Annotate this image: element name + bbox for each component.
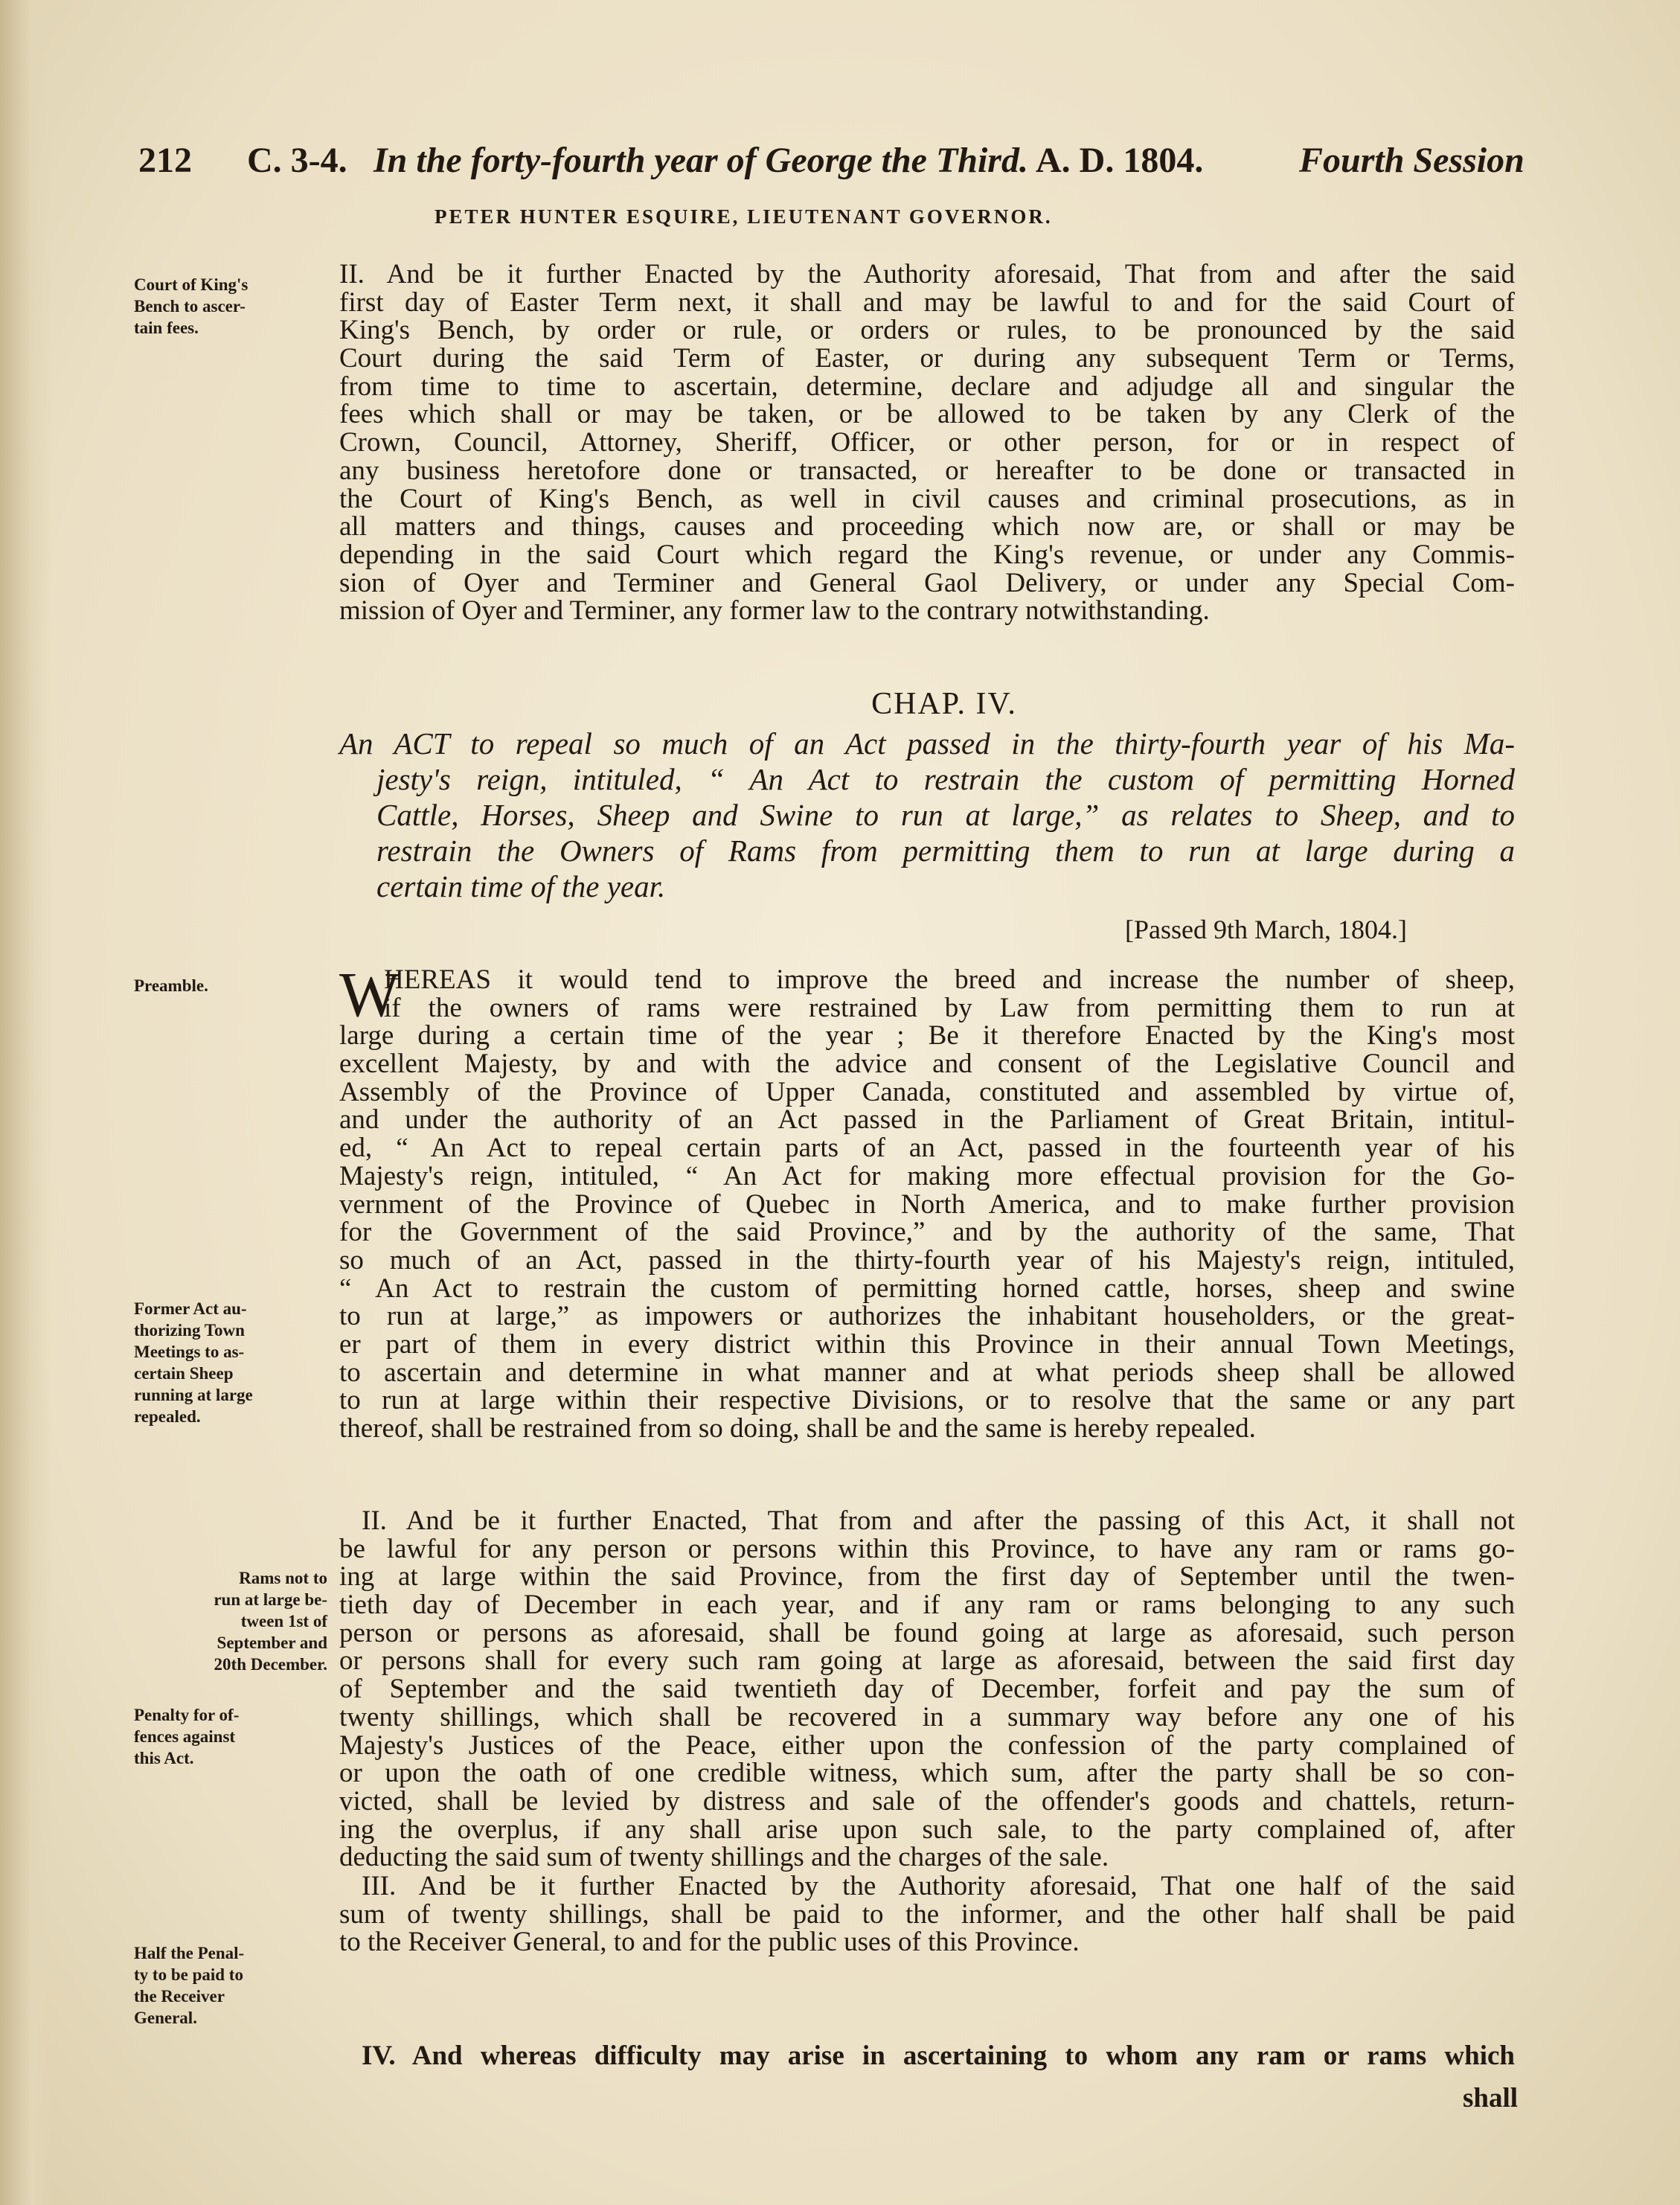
margin-note-line: fences against — [134, 1727, 236, 1746]
text-line: HEREAS it would tend to improve the breed and increase the number of sheep, — [384, 964, 1515, 995]
title-line: restrain the Owners of Rams from permitting them to run at large during a — [376, 833, 1515, 868]
margin-note-line: ty to be paid to — [134, 1965, 243, 1984]
margin-note-line: Rams not to — [239, 1569, 327, 1587]
text-line: IV. And whereas difficulty may arise in ascertaining to whom any ram or rams which — [362, 2041, 1515, 2071]
text-line: to run at large,” as impowers or authorizes the inhabitant householders, or the great- — [339, 1301, 1515, 1332]
page-spine-shadow — [0, 0, 52, 2205]
text-line: excellent Majesty, by and with the advice and consent of the Legislative Council and — [339, 1049, 1515, 1080]
text-line: King's Bench, by order or rule, or orders or rules, to be pronounced by the said — [339, 315, 1515, 346]
title-line: Cattle, Horses, Sheep and Swine to run at large,” as relates to Sheep, and to — [376, 798, 1515, 832]
text-line: mission of Oyer and Terminer, any former law to the contrary notwithstanding. — [339, 595, 1210, 627]
regnal-year: In the forty-fourth year of George the Third. — [373, 141, 1028, 180]
text-line: to ascertain and determine in what manner and at what periods sheep shall be allowed — [339, 1357, 1515, 1388]
margin-note-line: Former Act au- — [134, 1299, 247, 1318]
margin-note-line: Half the Penal- — [134, 1944, 245, 1962]
text-line: Assembly of the Province of Upper Canada, constituted and assembled by virtue of, — [339, 1076, 1515, 1107]
text-line: Court during the said Term of Easter, or during any subsequent Term or Terms, — [339, 343, 1515, 374]
text-line: twenty shillings, which shall be recovered in a summary way before any one of his — [339, 1701, 1515, 1732]
text-line: any business heretofore done or transacted, or hereafter to be done or transacted in — [339, 455, 1515, 486]
text-line: “ An Act to restrain the custom of permitting horned cattle, horses, sheep and swine — [339, 1273, 1515, 1304]
text-line: if the owners of rams were restrained by Law from permitting them to run at — [384, 992, 1515, 1023]
chapter-heading: CHAP. IV. — [871, 687, 1017, 721]
text-line: Majesty's reign, intituled, “ An Act for making more effectual provision for the Go- — [339, 1160, 1515, 1191]
text-line: deducting the said sum of twenty shillings and the charges of the sale. — [339, 1842, 1109, 1873]
text-line: and under the authority of an Act passed in the Parliament of Great Britain, intitul- — [339, 1104, 1515, 1136]
governor-subheader: PETER HUNTER ESQUIRE, LIEUTENANT GOVERNOR. — [435, 205, 1053, 228]
text-line: be lawful for any person or persons within this Province, to have any ram or rams go- — [339, 1533, 1515, 1564]
section-iii-half-penalty — [339, 1872, 1515, 1956]
text-line: for the Government of the said Province,” and by the authority of the same, That — [339, 1217, 1515, 1248]
act-title — [339, 726, 1515, 904]
text-line: from time to time to ascertain, determine, declare and adjudge all and singular the — [339, 371, 1515, 402]
margin-note-line: General. — [134, 2009, 197, 2027]
passed-date: [Passed 9th March, 1804.] — [1125, 915, 1407, 944]
margin-note-line: the Receiver — [134, 1987, 225, 2006]
text-line: victed, shall be levied by distress and sale of the offender's goods and chattels, return- — [339, 1785, 1515, 1817]
text-line: II. And be it further Enacted by the Authority aforesaid, That from and after the said — [339, 259, 1515, 289]
text-line: depending in the said Court which regard the King's revenue, or under any Commis- — [339, 539, 1515, 570]
text-line: III. And be it further Enacted by the Authority aforesaid, That one half of the said — [362, 1871, 1515, 1901]
text-line: so much of an Act, passed in the thirty-fourth year of his Majesty's reign, intituled, — [339, 1244, 1515, 1276]
title-line: An ACT to repeal so much of an Act passed in the thirty-fourth year of his Ma- — [339, 726, 1515, 761]
margin-note-rams — [125, 1567, 327, 1675]
margin-note-half-penalty — [134, 1942, 327, 2029]
margin-note-penalty — [134, 1704, 327, 1769]
text-line: all matters and things, causes and proceeding which now are, or shall or may be — [339, 511, 1515, 543]
margin-note-line: Court of King's — [134, 275, 249, 294]
text-line: II. And be it further Enacted, That from and after the passing of this Act, it shall not — [362, 1505, 1515, 1536]
margin-note-line: run at large be- — [214, 1590, 327, 1609]
catchword: shall — [1463, 2083, 1519, 2113]
margin-note-line: tween 1st of — [240, 1612, 327, 1630]
drop-cap: W — [339, 959, 400, 1030]
margin-note-line: tain fees. — [134, 319, 199, 337]
margin-note-line: 20th December. — [214, 1655, 327, 1674]
section-iv-start — [339, 2042, 1515, 2070]
margin-note-preamble — [134, 975, 327, 996]
margin-note-line: Bench to ascer- — [134, 297, 246, 316]
text-line: first day of Easter Term next, it shall and may be lawful to and for the said Court of — [339, 287, 1515, 318]
preamble-text — [339, 959, 1515, 1444]
text-line: person or persons as aforesaid, shall be found going at large as aforesaid, such person — [339, 1617, 1515, 1648]
margin-note-line: certain Sheep — [134, 1364, 234, 1383]
text-line: to the Receiver General, to and for the public uses of this Province. — [339, 1927, 1080, 1958]
text-line: or persons shall for every such ram going at large as aforesaid, between the said first day — [339, 1645, 1515, 1677]
text-line: tieth day of December in each year, and if any ram or rams belonging to any such — [339, 1590, 1515, 1621]
margin-note-line: September and — [217, 1633, 327, 1652]
text-line: or upon the oath of one credible witness, which sum, after the party shall be so con- — [339, 1758, 1515, 1789]
margin-note-line: Penalty for of- — [134, 1706, 240, 1724]
margin-note-line: this Act. — [134, 1749, 194, 1767]
text-line: ing the overplus, if any shall arise upon such sale, to the party complained of, after — [339, 1814, 1515, 1845]
text-line: Majesty's Justices of the Peace, either upon the confession of the party complained of — [339, 1729, 1515, 1761]
text-line: Crown, Council, Attorney, Sheriff, Officer, or other person, for or in respect of — [339, 427, 1515, 458]
text-line: vernment of the Province of Quebec in North America, and to make further provision — [339, 1188, 1515, 1220]
margin-note-former-act — [134, 1298, 327, 1427]
chapter-reference: C. 3-4. — [247, 141, 347, 180]
text-line: to run at large within their respective Divisions, or to resolve that the same or any part — [339, 1385, 1515, 1416]
margin-note-line: Meetings to as- — [134, 1342, 245, 1361]
margin-note-kings-bench — [134, 274, 327, 339]
text-line: er part of them in every district within this Province in their annual Town Meetings, — [339, 1328, 1515, 1360]
margin-note-line: thorizing Town — [134, 1321, 245, 1340]
section-ii-rams — [339, 1507, 1515, 1872]
text-line: ed, “ An Act to repeal certain parts of an Act, passed in the fourteenth year of his — [339, 1133, 1515, 1164]
text-line: large during a certain time of the year ; Be it therefore Enacted by the King's most — [339, 1020, 1515, 1052]
section-ii-kings-bench — [339, 260, 1515, 625]
text-line: sion of Oyer and Terminer and General Gaol Delivery, or under any Special Com- — [339, 567, 1515, 598]
margin-note-line: repealed. — [134, 1407, 201, 1426]
title-line: certain time of the year. — [376, 869, 666, 903]
session: Fourth Session — [1299, 141, 1524, 180]
text-line: fees which shall or may be taken, or be allowed to be taken by any Clerk of the — [339, 399, 1515, 430]
title-line: jesty's reign, intituled, “ An Act to restrain the custom of permitting Horned — [376, 762, 1515, 796]
text-line: thereof, shall be restrained from so doing, shall be and the same is hereby repealed. — [339, 1413, 1256, 1444]
text-line: of September and the said twentieth day of December, forfeit and pay the sum of — [339, 1674, 1515, 1705]
anno-domini: A. D. 1804. — [1036, 141, 1204, 180]
text-line: sum of twenty shillings, shall be paid to the informer, and the other half shall be paid — [339, 1898, 1515, 1930]
text-line: ing at large within the said Province, from the first day of September until the twen- — [339, 1561, 1515, 1593]
text-line: the Court of King's Bench, as well in civil causes and criminal prosecutions, as in — [339, 483, 1515, 514]
page-number: 212 — [138, 141, 192, 180]
margin-note-line: running at large — [134, 1386, 253, 1404]
margin-note-line: Preamble. — [134, 976, 208, 995]
